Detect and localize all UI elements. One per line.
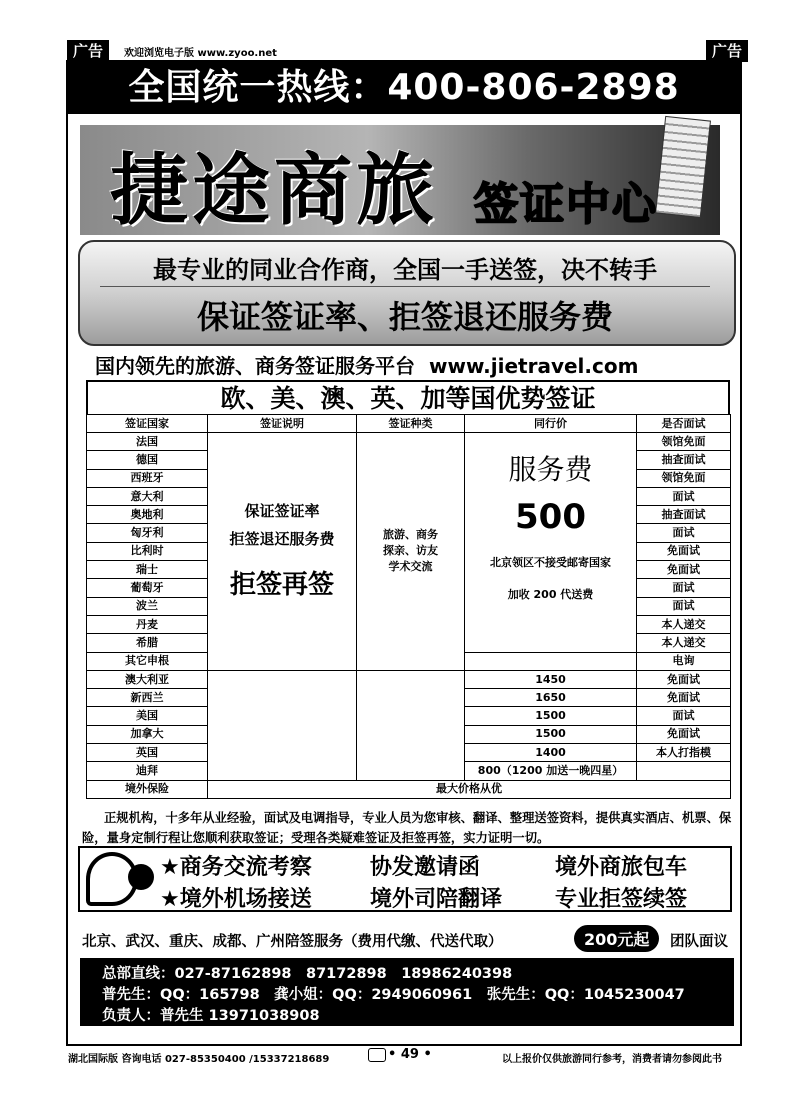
- table-row-country: 奥地利: [87, 506, 208, 524]
- service-fee-amount: 500: [515, 497, 586, 537]
- table-row-country: 澳大利亚: [87, 670, 208, 688]
- table-row-interview: 免面试: [637, 561, 731, 579]
- visa-table: [86, 380, 730, 799]
- table-title: 欧、美、澳、英、加等国优势签证: [86, 380, 730, 414]
- slogan-line-2: 保证签证率、拒签退还服务费: [196, 298, 613, 336]
- footer-right: 以上报价仅供旅游同行参考，消费者请勿参阅此书: [502, 1054, 722, 1065]
- table-row-country: 波兰: [87, 597, 208, 615]
- contact-line-1: 总部直线：027-87162898 87172898 18986240398: [102, 966, 513, 982]
- accompany-service-text: 北京、武汉、重庆、成都、广州陪签服务（费用代缴、代送代取）: [82, 934, 503, 950]
- header-country: 签证国家: [87, 415, 208, 433]
- page-number: • 49 •: [388, 1047, 432, 1062]
- publisher-logo-icon: [368, 1048, 386, 1062]
- service-item: 专业拒签续签: [555, 887, 688, 912]
- table-row-country: 其它申根: [87, 652, 208, 670]
- table-row-country: 加拿大: [87, 725, 208, 743]
- table-row-interview: 免面试: [637, 670, 731, 688]
- service-item: ★境外机场接送: [160, 887, 312, 912]
- logo-dot-icon: [128, 864, 154, 890]
- type-line-1: 旅游、商务: [383, 528, 438, 542]
- group-negotiable: 团队面议: [670, 934, 728, 950]
- table-row-price: 1450: [465, 670, 637, 688]
- table-row-price: 1650: [465, 689, 637, 707]
- platform-text: 国内领先的旅游、商务签证服务平台: [95, 354, 415, 378]
- brand-subtitle: 签证中心: [474, 179, 658, 230]
- ad-tag-left: 广告: [67, 40, 109, 62]
- group2-types: [357, 670, 465, 780]
- desc-line-3: 拒签再签: [229, 570, 334, 601]
- table-row-interview: 电询: [637, 652, 731, 670]
- table-row-interview: 免面试: [637, 725, 731, 743]
- table-row-price: 1500: [465, 725, 637, 743]
- table-row-interview: 抽查面试: [637, 451, 731, 469]
- table-row-interview: 领馆免面: [637, 433, 731, 451]
- service-item: ★商务交流考察: [160, 855, 312, 880]
- table-row-interview: 面试: [637, 487, 731, 505]
- table-row-country: 迪拜: [87, 762, 208, 780]
- footer-left: 湖北国际版 咨询电话 027-85350400 /15337218689: [68, 1054, 330, 1065]
- table-row-interview: 本人递交: [637, 634, 731, 652]
- table-row-price: 800（1200 加送一晚四星）: [465, 762, 637, 780]
- welcome-text: 欢迎浏览电子版 www.zyoo.net: [124, 48, 277, 59]
- contact-box: [80, 958, 734, 1026]
- table-row-interview: 面试: [637, 524, 731, 542]
- service-item: 境外商旅包车: [555, 855, 688, 880]
- table-row-country: 丹麦: [87, 615, 208, 633]
- price-note-2: 加收 200 代送费: [507, 588, 594, 601]
- header-interview: 是否面试: [637, 415, 731, 433]
- intro-paragraph: 正规机构，十多年从业经验，面试及电调指导，专业人员为您审核、翻译、整理送签资料，提供真实酒店、机票、保险，量身定制行程让您顺利获取签证；受理各类疑难签证及拒签再签，实力证明一切。: [82, 811, 732, 845]
- table-row-price: 1500: [465, 707, 637, 725]
- table-row-country: 英国: [87, 744, 208, 762]
- table-row-interview: 面试: [637, 707, 731, 725]
- table-row-interview: [637, 762, 731, 780]
- hotline-bar: 全国统一热线：400-806-2898: [68, 62, 740, 114]
- table-row-country: 法国: [87, 433, 208, 451]
- table-row-country: 西班牙: [87, 469, 208, 487]
- platform-line: [95, 350, 638, 379]
- insurance-text: 最大价格从优: [208, 780, 731, 798]
- table-row-interview: 面试: [637, 597, 731, 615]
- group2-description: [208, 670, 357, 780]
- price-note-1: 北京领区不接受邮寄国家: [490, 556, 611, 569]
- table-row-country: 新西兰: [87, 689, 208, 707]
- slogan-line-1: 最专业的同业合作商，全国一手送签，决不转手: [153, 256, 657, 284]
- type-line-3: 学术交流: [388, 560, 433, 574]
- desc-line-2: 拒签退还服务费: [229, 530, 335, 549]
- ad-tag-right: 广告: [706, 40, 748, 62]
- table-row-country: 瑞士: [87, 561, 208, 579]
- table-row-interview: 本人递交: [637, 615, 731, 633]
- desc-line-1: 保证签证率: [244, 502, 320, 521]
- slogan-divider: [100, 286, 710, 287]
- table-row-country: 美国: [87, 707, 208, 725]
- table-row-country: 意大利: [87, 487, 208, 505]
- table-row-interview: 本人打指模: [637, 744, 731, 762]
- group1-types: [357, 433, 465, 671]
- table-row-price: [465, 652, 637, 670]
- table-row-country: 匈牙利: [87, 524, 208, 542]
- type-line-2: 探亲、访友: [383, 544, 438, 558]
- table-row-country: 希腊: [87, 634, 208, 652]
- header-price: 同行价: [465, 415, 637, 433]
- price-badge: 200元起: [574, 925, 659, 952]
- table-row-country: 德国: [87, 451, 208, 469]
- table-row-interview: 免面试: [637, 542, 731, 560]
- brand-title: 捷途商旅: [110, 145, 439, 236]
- table-row-price: 1400: [465, 744, 637, 762]
- service-item: 境外司陪翻译: [370, 887, 503, 912]
- table-row-country: 比利时: [87, 542, 208, 560]
- group1-description: [208, 433, 357, 671]
- contact-line-3: 负责人：普先生 13971038908: [102, 1008, 320, 1024]
- table-row-country: 葡萄牙: [87, 579, 208, 597]
- table-row-interview: 免面试: [637, 689, 731, 707]
- header-description: 签证说明: [208, 415, 357, 433]
- table-row-interview: 抽查面试: [637, 506, 731, 524]
- table-row-interview: 面试: [637, 579, 731, 597]
- service-item: 协发邀请函: [370, 855, 481, 880]
- insurance-label: 境外保险: [87, 780, 208, 798]
- group1-price: [465, 433, 637, 653]
- website-link[interactable]: www.jietravel.com: [429, 354, 639, 378]
- table-row-interview: 领馆免面: [637, 469, 731, 487]
- header-type: 签证种类: [357, 415, 465, 433]
- contact-line-2: 普先生：QQ：165798 龚小姐：QQ：2949060961 张先生：QQ：1045230047: [102, 987, 685, 1003]
- service-fee-label: 服务费: [508, 453, 593, 486]
